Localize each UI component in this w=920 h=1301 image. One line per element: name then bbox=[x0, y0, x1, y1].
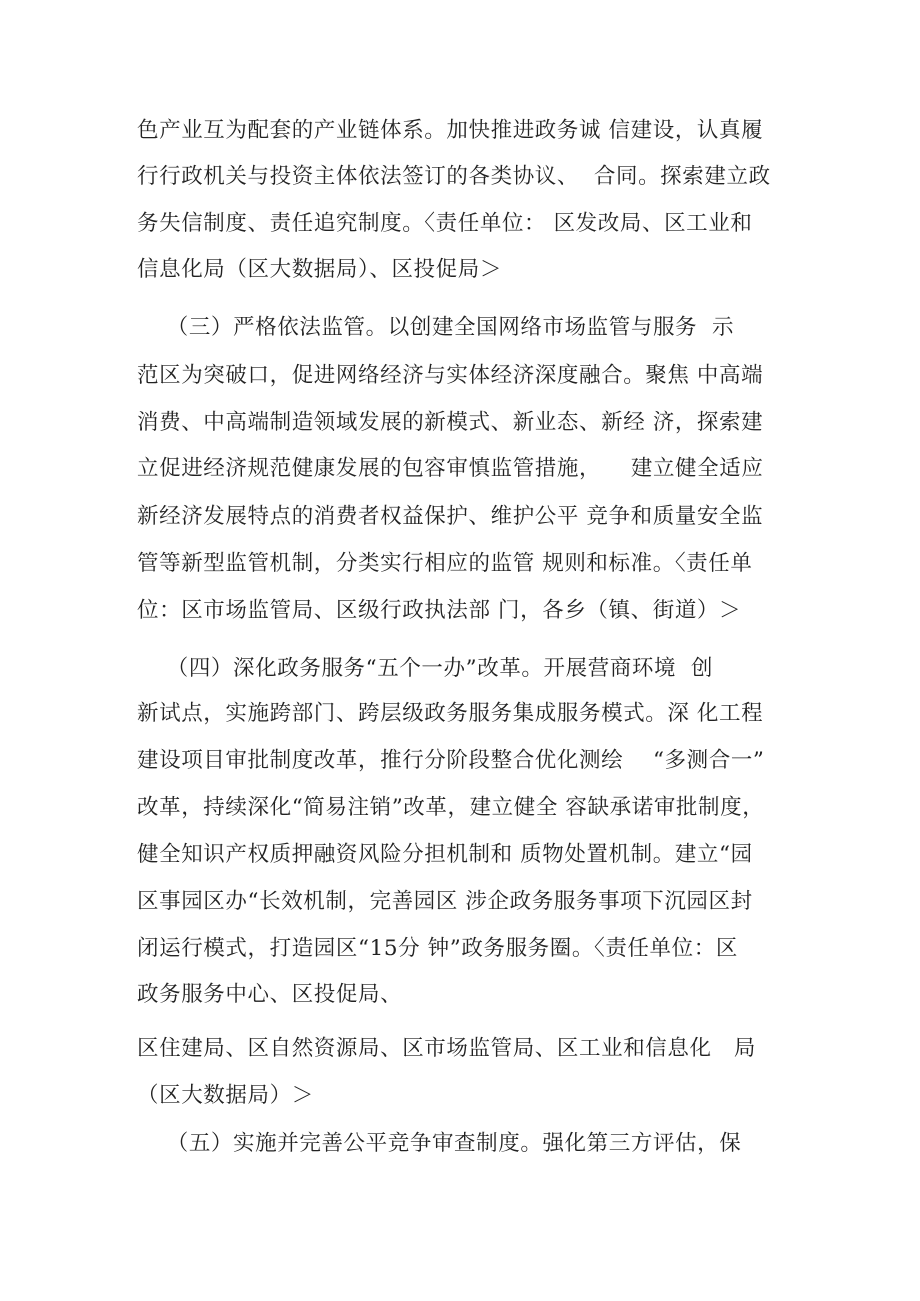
text-line: 务失信制度、责任追究制度。〈责任单位： 区发改局、区工业和 bbox=[137, 211, 753, 236]
section-heading-three: （三）严格依法监管。以创建全国网络市场监管与服务 示 bbox=[137, 315, 735, 340]
text-line: 改革，持续深化“简易注销”改革，建立健全 容缺承诺审批制度， bbox=[137, 795, 765, 820]
text-line: 区住建局、区自然资源局、区市场监管局、区工业和信息化 局 bbox=[137, 1036, 757, 1061]
section-heading-five: （五）实施并完善公平竞争审查制度。强化第三方评估，保 bbox=[137, 1131, 742, 1156]
text-line: （区大数据局）＞ bbox=[137, 1083, 314, 1108]
text-line: 信息化局（区大数据局）、区投促局＞ bbox=[137, 257, 502, 282]
text-line: 新试点，实施跨部门、跨层级政务服务集成服务模式。深 化工程 bbox=[137, 701, 764, 726]
text-line: 政务服务中心、区投促局、 bbox=[137, 982, 403, 1007]
text-line: 管等新型监管机制，分类实行相应的监管 规则和标准。〈责任单 bbox=[137, 551, 753, 576]
text-line: 闭运行模式，打造园区“15分 钟”政务服务圈。〈责任单位：区 bbox=[137, 936, 738, 961]
text-line: 立促进经济规范健康发展的包容审慎监管措施， 建立健全适应 bbox=[137, 456, 764, 481]
text-line: 新经济发展特点的消费者权益保护、维护公平 竞争和质量安全监 bbox=[137, 504, 764, 529]
text-line: 位：区市场监管局、区级行政执法部 门，各乡（镇、街道）＞ bbox=[137, 598, 742, 623]
text-line: 建设项目审批制度改革，推行分阶段整合优化测绘 “多测合一” bbox=[137, 748, 765, 773]
text-line: 区事园区办“长效机制，完善园区 涉企政务服务事项下沉园区封 bbox=[137, 889, 753, 914]
text-line: 消费、中高端制造领域发展的新模式、新业态、新经 济，探索建 bbox=[137, 410, 764, 435]
text-line: 行行政机关与投资主体依法签订的各类协议、 合同。探索建立政 bbox=[137, 164, 771, 189]
section-heading-four: （四）深化政务服务“五个一办”改革。开展营商环境 创 bbox=[137, 656, 714, 681]
text-line: 健全知识产权质押融资风险分担机制和 质物处置机制。建立“园 bbox=[137, 842, 753, 867]
text-line: 范区为突破口，促进网络经济与实体经济深度融合。聚焦 中高端 bbox=[137, 363, 764, 388]
text-line: 色产业互为配套的产业链体系。加快推进政务诚 信建设，认真履 bbox=[137, 118, 764, 143]
